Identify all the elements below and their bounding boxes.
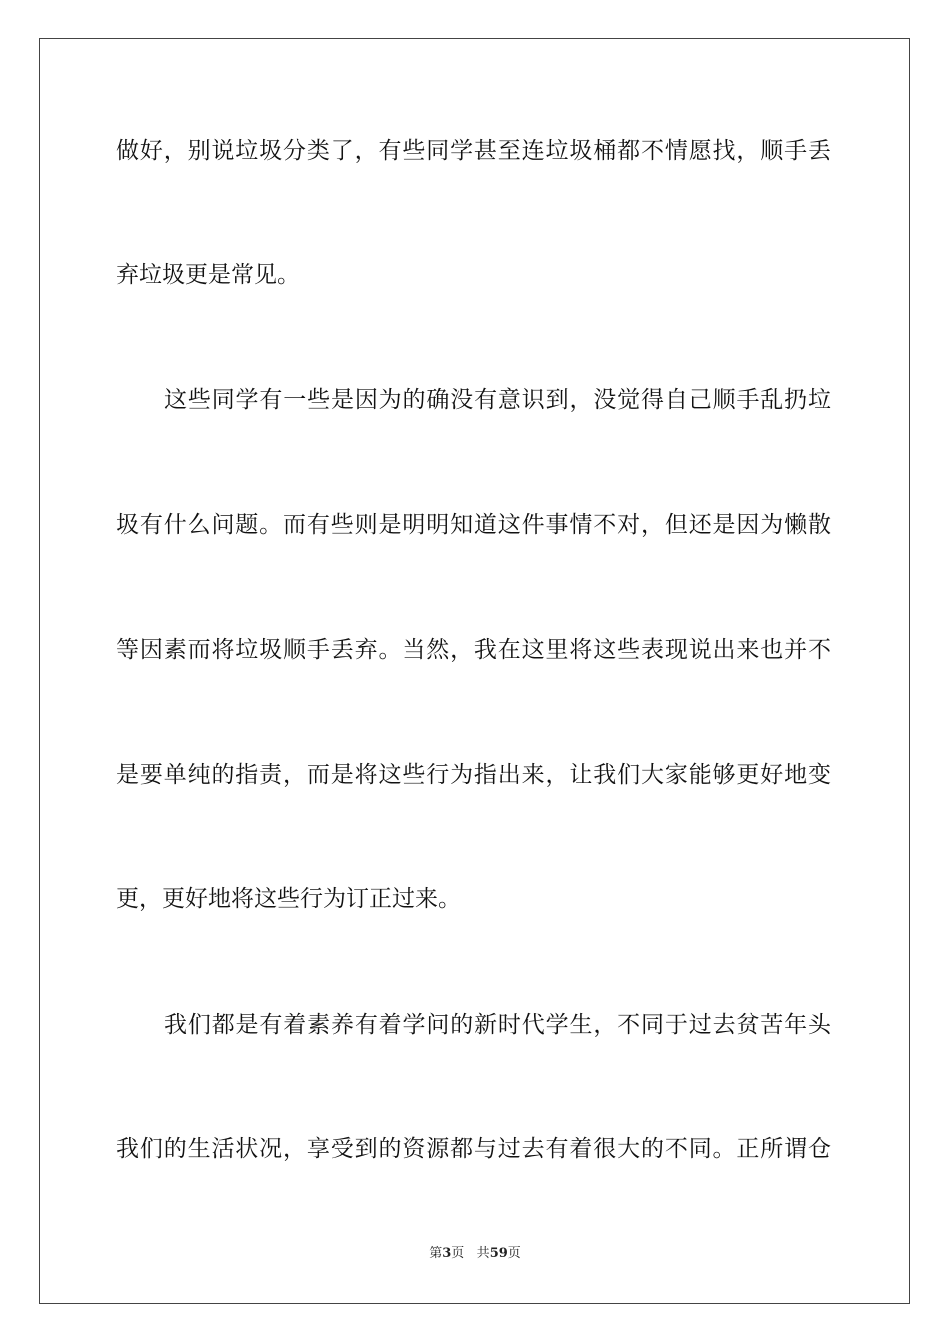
- page-suffix: 页: [451, 1246, 465, 1261]
- page-border: [39, 38, 910, 1304]
- text-line-5: 等因素而将垃圾顺手丢弃。当然，我在这里将这些表现说出来也并不: [116, 637, 831, 663]
- text-line-4: 圾有什么问题。而有些则是明明知道这件事情不对，但还是因为懒散: [116, 512, 831, 538]
- text-line-9: 我们的生活状况，享受到的资源都与过去有着很大的不同。正所谓仓: [116, 1136, 831, 1162]
- page-number: 3: [442, 1246, 452, 1261]
- text-line-7: 更，更好地将这些行为订正过来。: [116, 886, 461, 912]
- total-pages: 59: [489, 1246, 508, 1261]
- text-line-6: 是要单纯的指责，而是将这些行为指出来，让我们大家能够更好地变: [116, 762, 831, 788]
- text-line-8: 我们都是有着素养有着学问的新时代学生，不同于过去贫苦年头: [164, 1012, 831, 1038]
- total-prefix: 共: [476, 1246, 490, 1261]
- text-line-3: 这些同学有一些是因为的确没有意识到，没觉得自己顺手乱扔垃: [164, 387, 831, 413]
- page-footer: [0, 1245, 950, 1263]
- total-suffix: 页: [507, 1246, 521, 1261]
- text-line-1: 做好，别说垃圾分类了，有些同学甚至连垃圾桶都不情愿找，顺手丢: [116, 138, 831, 164]
- text-line-2: 弃垃圾更是常见。: [116, 262, 300, 288]
- page-prefix: 第: [429, 1246, 443, 1261]
